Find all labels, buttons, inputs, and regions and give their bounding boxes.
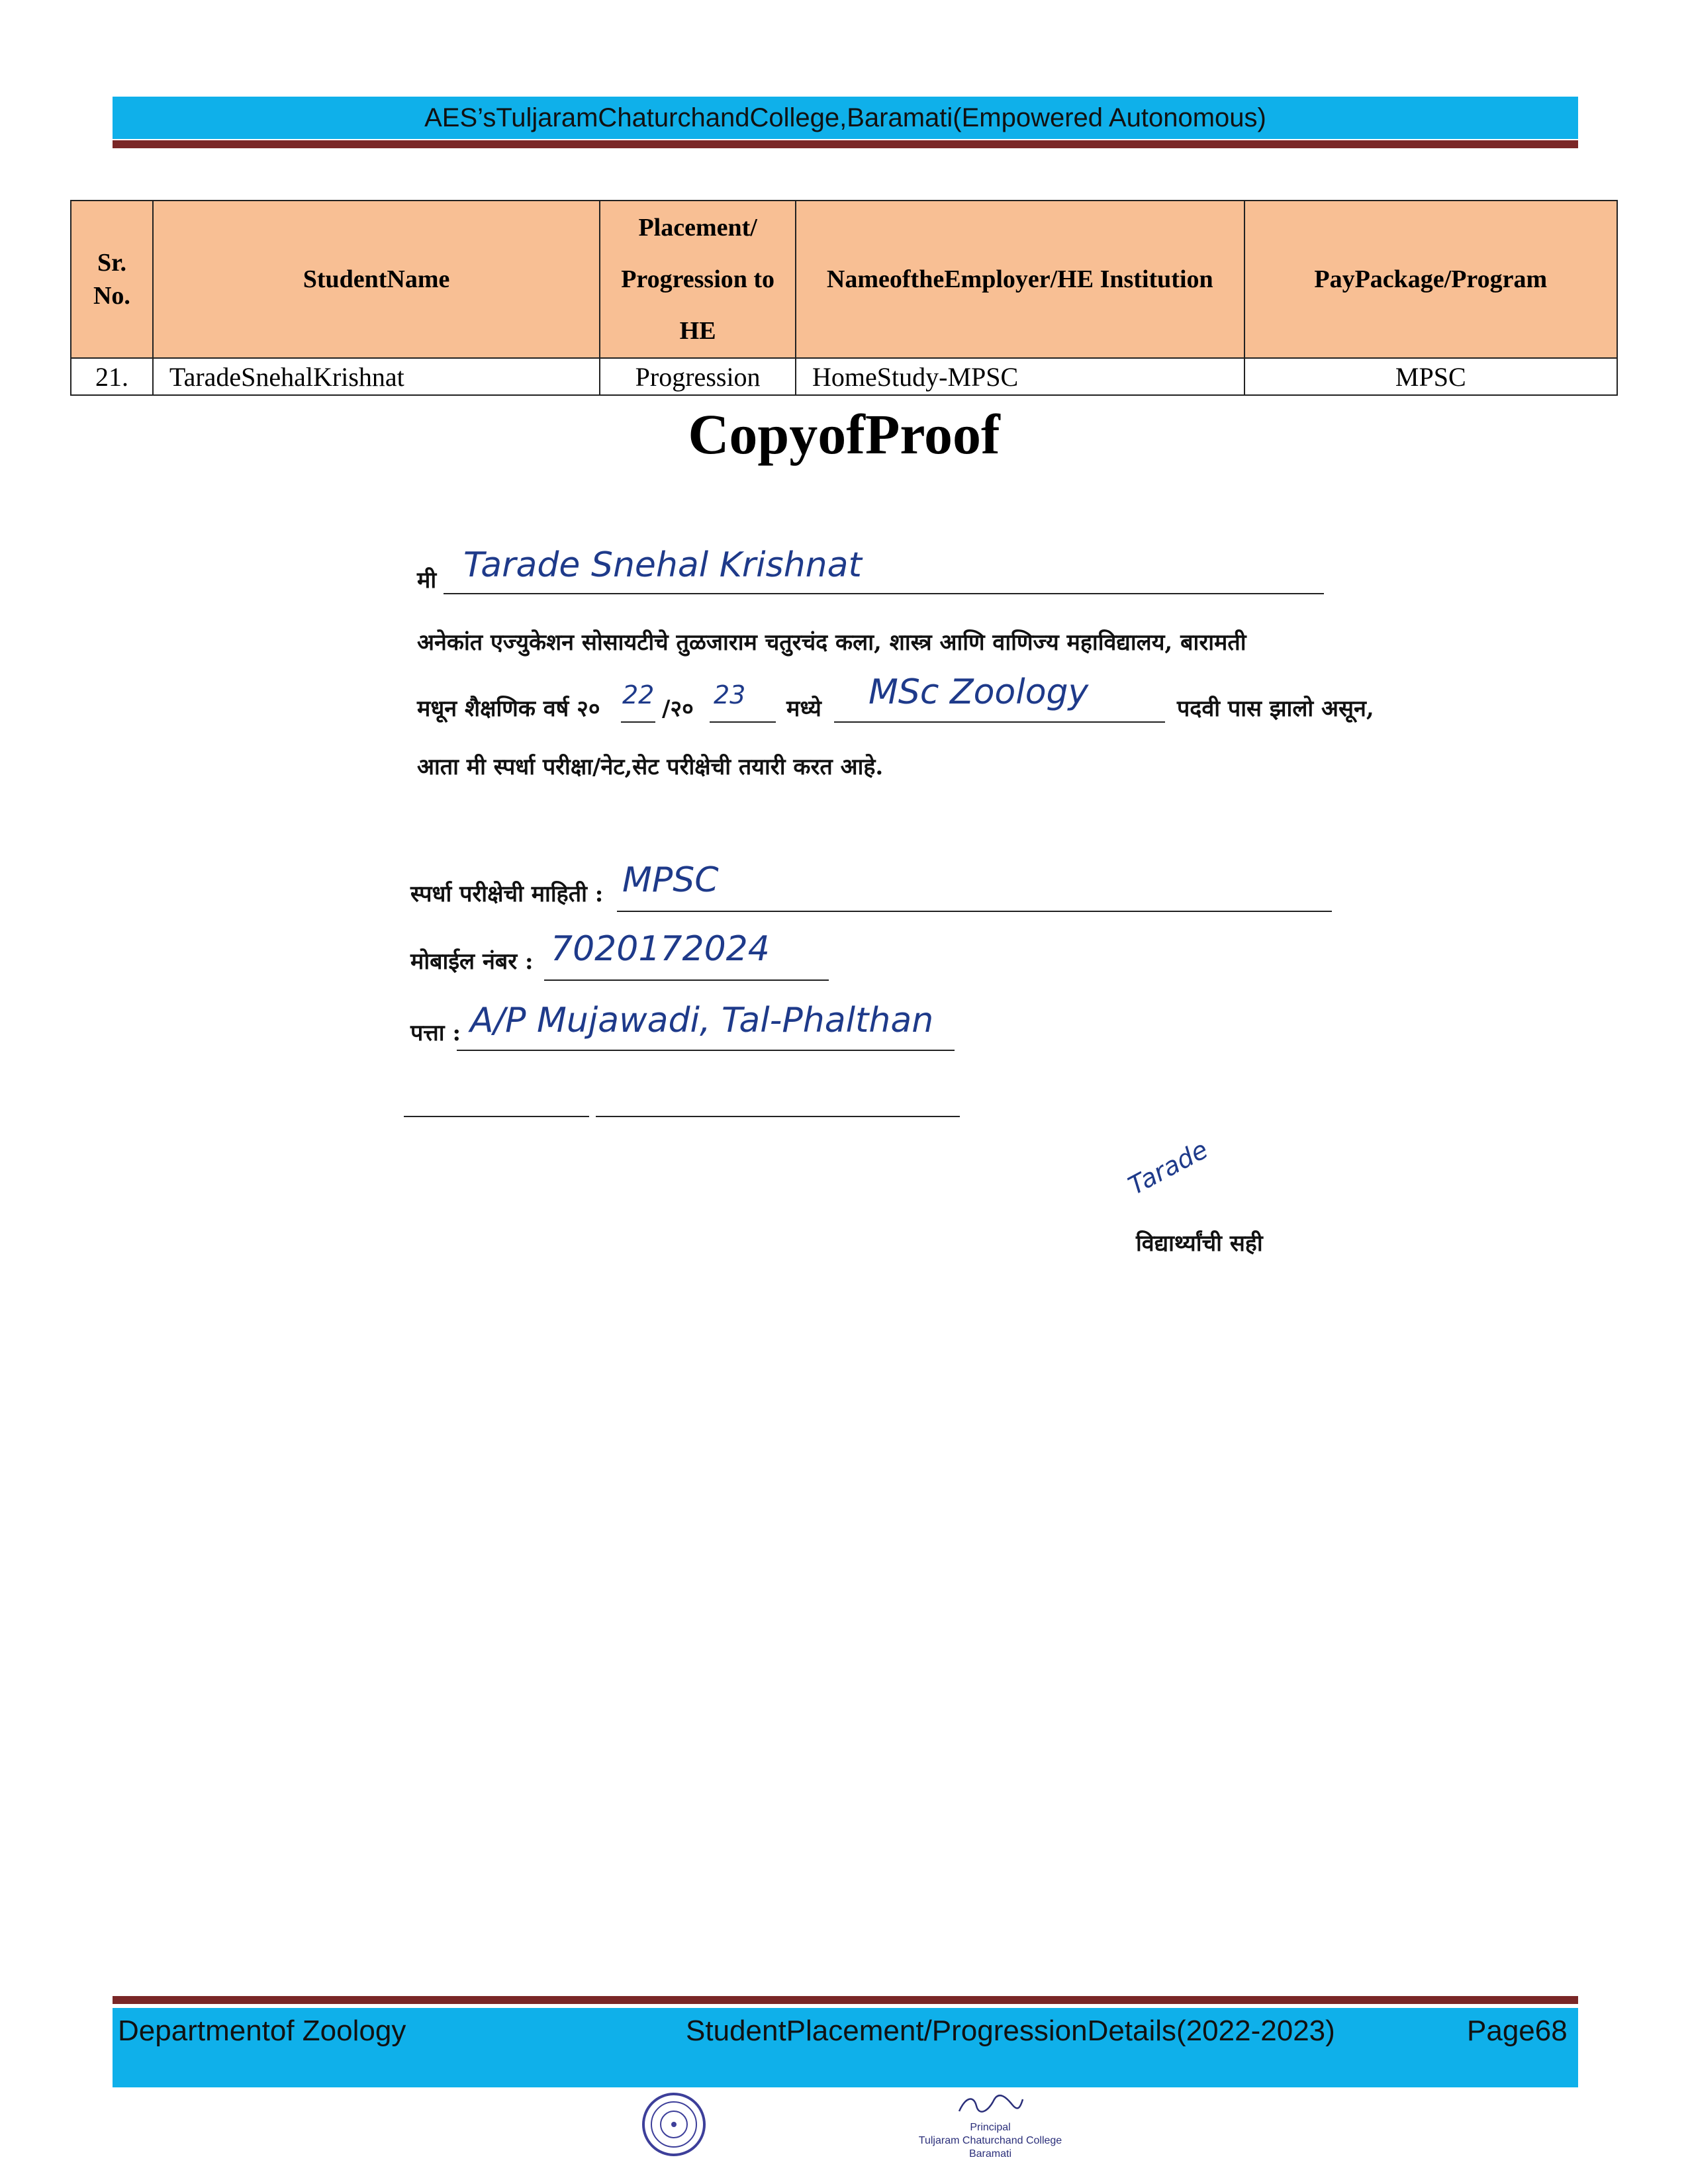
header-student-name: StudentName (153, 201, 600, 358)
header-placement: Placement/ Progression to HE (600, 201, 796, 358)
form-line-2-start: मधून शैक्षणिक वर्ष २० (417, 696, 600, 722)
form-blank-line-2 (596, 1116, 960, 1117)
principal-stamp (904, 2091, 1076, 2161)
header-employer: NameoftheEmployer/HE Institution (796, 201, 1244, 358)
form-name-handwritten: Tarade Snehal Krishnat (463, 545, 862, 585)
proof-title: CopyofProof (688, 402, 1000, 466)
form-blank-line-1 (404, 1116, 589, 1117)
college-seal-icon (641, 2091, 707, 2158)
form-line-2-sep: /२० (662, 696, 694, 722)
form-address-handwritten: A/P Mujawadi, Tal-Phalthan (470, 1001, 934, 1040)
form-exam-handwritten: MPSC (622, 860, 719, 900)
form-degree-underline (834, 721, 1165, 723)
form-mobile-label: मोबाईल नंबर : (410, 948, 534, 975)
header-rule (113, 140, 1578, 148)
declaration-form (397, 529, 1417, 1271)
footer-rule (113, 1996, 1578, 2004)
footer-title: StudentPlacement/ProgressionDetails(2022-2023) (686, 2015, 1335, 2047)
form-degree-handwritten: MSc Zoology (868, 672, 1089, 712)
form-year-2: 23 (714, 680, 746, 709)
cell-pay-package: MPSC (1244, 358, 1617, 395)
signature-handwritten: Tarade (1123, 1134, 1213, 1201)
header-title: AES’sTuljaramChaturchandCollege,Baramati(Empowered Autonomous) (424, 103, 1266, 132)
form-exam-label: स्पर्धा परीक्षेची माहिती : (410, 881, 604, 907)
form-prefix-mi: मी (417, 567, 437, 594)
principal-city: Baramati (968, 2148, 1012, 2160)
form-mobile-handwritten: 7020172024 (551, 929, 770, 969)
form-line-1: अनेकांत एज्युकेशन सोसायटीचे तुळजाराम चतुरचंद कला, शास्त्र आणि वाणिज्य महाविद्यालय, बारामती (417, 629, 1246, 656)
cell-student-name: TaradeSnehalKrishnat (153, 358, 600, 395)
principal-college: Tuljaram Chaturchand College (918, 2135, 1062, 2146)
signature-label: विद्यार्थ्यांची सही (1136, 1230, 1263, 1257)
form-exam-underline (617, 911, 1332, 912)
table-row (71, 358, 1617, 395)
header-sr-no: Sr. No. (71, 201, 153, 358)
footer-department: Departmentof Zoology (118, 2015, 406, 2047)
cell-employer: HomeStudy-MPSC (796, 358, 1244, 395)
form-address-label: पत्ता : (410, 1020, 461, 1046)
form-year-1-underline (621, 721, 655, 723)
form-year-2-underline (710, 721, 776, 723)
form-mobile-underline (544, 979, 829, 981)
principal-title: Principal (970, 2122, 1011, 2133)
principal-signature-icon (954, 2091, 1027, 2118)
header-pay-package: PayPackage/Program (1244, 201, 1617, 358)
form-year-1: 22 (622, 680, 655, 709)
form-line-3: आता मी स्पर्धा परीक्षा/नेट,सेट परीक्षेची तयारी करत आहे. (417, 754, 884, 780)
form-address-underline (457, 1050, 955, 1051)
form-line-2-end: पदवी पास झालो असून, (1177, 696, 1374, 722)
form-line-2-mid: मध्ये (786, 696, 821, 722)
cell-sr-no: 21. (71, 358, 153, 395)
placement-table (70, 200, 1618, 396)
cell-placement: Progression (600, 358, 796, 395)
form-name-underline (444, 593, 1324, 594)
table-header-row (71, 201, 1617, 358)
footer-page-number: Page68 (1467, 2015, 1568, 2047)
